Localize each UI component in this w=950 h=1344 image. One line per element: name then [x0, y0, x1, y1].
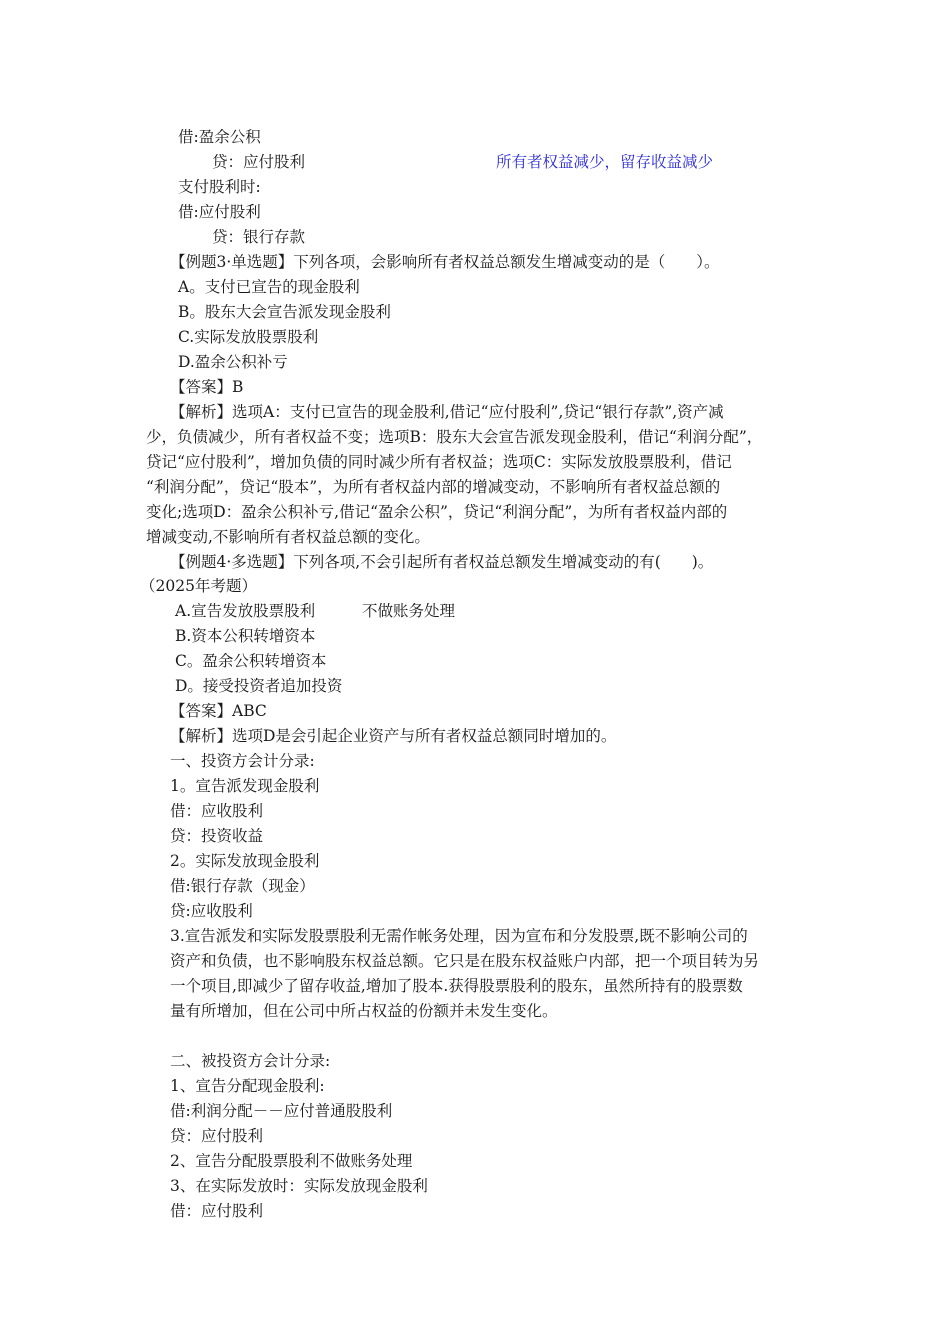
investor-step-1-debit: 借：应收股利	[170, 802, 264, 820]
investor-section-title: 一、投资方会计分录:	[170, 752, 315, 770]
journal-credit-dividends-payable: 贷：应付股利	[212, 153, 306, 171]
example3-answer: 【答案】B	[170, 378, 244, 396]
investor-step-1: 1。宣告派发现金股利	[170, 777, 320, 795]
investee-step-3-debit: 借：应付股利	[170, 1202, 264, 1220]
example4-answer: 【答案】ABC	[170, 702, 267, 720]
example3-analysis-line: 【解析】选项A：支付已宣告的现金股利,借记“应付股利”,贷记“银行存款”,资产减	[170, 403, 724, 421]
investor-step-2: 2。实际发放现金股利	[170, 852, 320, 870]
investee-step-3: 3、在实际发放时：实际发放现金股利	[170, 1177, 428, 1195]
investor-step-3-line: 资产和负债，也不影响股东权益总额。它只是在股东权益账户内部，把一个项目转为另	[170, 952, 760, 970]
investor-step-1-credit: 贷：投资收益	[170, 827, 264, 845]
example3-analysis-line: 少，负债减少，所有者权益不变；选项B：股东大会宣告派发现金股利，借记“利润分配”，	[146, 428, 763, 446]
investee-section-title: 二、被投资方会计分录:	[170, 1052, 331, 1070]
investee-step-1-debit: 借:利润分配－－应付普通股股利	[170, 1102, 393, 1120]
investor-step-3-line: 一个项目,即减少了留存收益,增加了股本.获得股票股利的股东，虽然所持有的股票数	[170, 977, 743, 995]
investor-step-3-line: 量有所增加，但在公司中所占权益的份额并未发生变化。	[170, 1002, 558, 1020]
investee-step-2: 2、宣告分配股票股利不做账务处理	[170, 1152, 413, 1170]
investor-step-3-line: 3.宣告派发和实际发股票股利无需作帐务处理，因为宣布和分发股票,既不影响公司的	[170, 927, 748, 945]
example3-option-c: C.实际发放股票股利	[178, 328, 319, 346]
example3-analysis-line: 增减变动,不影响所有者权益总额的变化。	[146, 528, 430, 546]
example3-option-b: B。股东大会宣告派发现金股利	[178, 303, 391, 321]
example4-option-a: A.宣告发放股票股利	[175, 602, 316, 620]
example4-option-d: D。接受投资者追加投资	[175, 677, 343, 695]
margin-note-equity-decrease: 所有者权益减少，留存收益减少	[496, 153, 714, 171]
example4-option-c: C。盈余公积转增资本	[175, 652, 327, 670]
investee-step-1-credit: 贷：应付股利	[170, 1127, 264, 1145]
journal-credit-bank-deposit: 贷：银行存款	[212, 228, 306, 246]
example3-analysis-line: 变化;选项D：盈余公积补亏,借记“盈余公积”，贷记“利润分配”，为所有者权益内部的	[146, 503, 728, 521]
journal-pay-dividend-heading: 支付股利时:	[178, 178, 261, 196]
example3-analysis-line: 贷记“应付股利”，增加负债的同时减少所有者权益；选项C：实际发放股票股利，借记	[146, 453, 732, 471]
investor-step-2-debit: 借:银行存款（现金）	[170, 877, 315, 895]
example4-option-a-note: 不做账务处理	[362, 602, 456, 620]
example4-analysis: 【解析】选项D是会引起企业资产与所有者权益总额同时增加的。	[170, 727, 617, 745]
investor-step-2-credit: 贷:应收股利	[170, 902, 253, 920]
example3-question: 【例题3·单选题】下列各项，会影响所有者权益总额发生增减变动的是（ ）。	[170, 253, 720, 271]
example3-option-d: D.盈余公积补亏	[178, 353, 288, 371]
example3-option-a: A。支付已宣告的现金股利	[178, 278, 360, 296]
example4-exam-year: （2025年考题）	[140, 577, 257, 595]
journal-debit-dividends-payable: 借:应付股利	[178, 203, 261, 221]
investee-step-1: 1、宣告分配现金股利:	[170, 1077, 325, 1095]
example4-question: 【例题4·多选题】下列各项,不会引起所有者权益总额发生增减变动的有( )。	[170, 553, 714, 571]
example3-analysis-line: “利润分配”，贷记“股本”，为所有者权益内部的增减变动，不影响所有者权益总额的	[146, 478, 721, 496]
example4-option-b: B.资本公积转增资本	[175, 627, 316, 645]
journal-debit-surplus-reserve: 借:盈余公积	[178, 128, 261, 146]
